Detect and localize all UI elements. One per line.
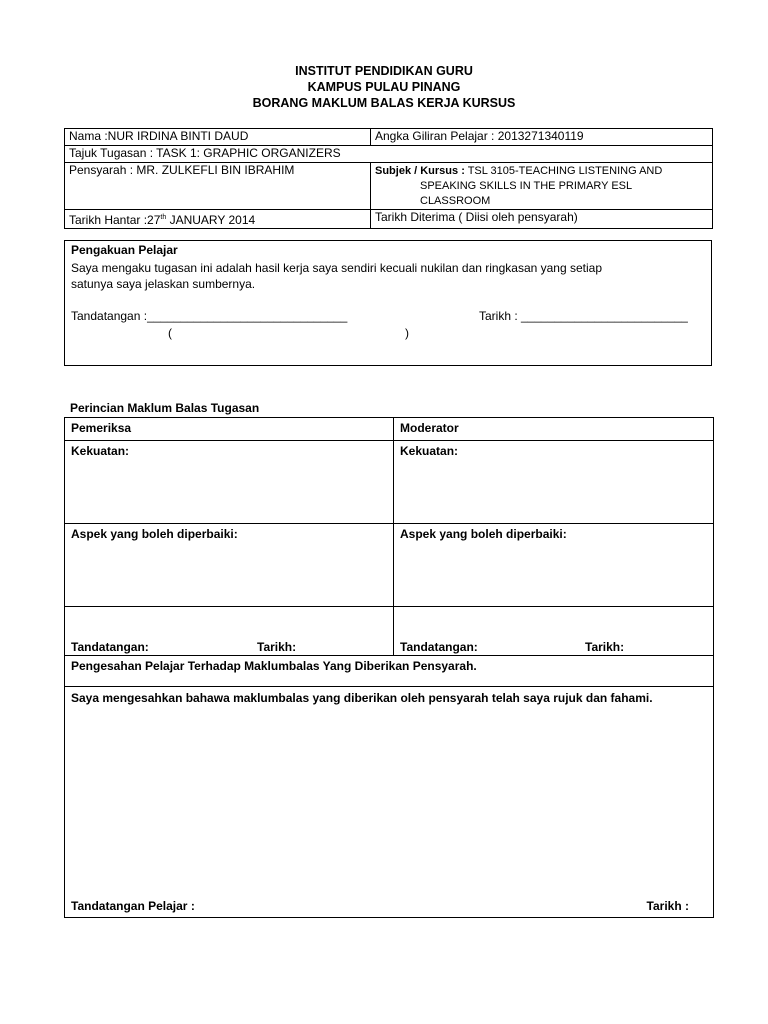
lecturer: Pensyarah : MR. ZULKEFLI BIN IBRAHIM [65, 163, 371, 210]
signature-line: Tandatangan :______________________________ [71, 309, 348, 323]
submission-date-sup: th [160, 214, 167, 221]
subject-line2: SPEAKING SKILLS IN THE PRIMARY ESL [420, 180, 633, 192]
submission-date-suffix: JANUARY 2014 [166, 213, 256, 227]
form-title: BORANG MAKLUM BALAS KERJA KURSUS [252, 96, 516, 110]
pemeriksa-header: Pemeriksa [65, 418, 394, 441]
declaration-title: Pengakuan Pelajar [71, 243, 178, 257]
moderator-tandatangan: Tandatangan: [400, 640, 478, 654]
paren-open: ( [168, 326, 172, 340]
student-date-label: Tarikh : [646, 899, 689, 913]
moderator-sign-cell [394, 607, 714, 656]
subject-line3: CLASSROOM [420, 195, 491, 207]
declaration-text-line1: Saya mengaku tugasan ini adalah hasil kerja saya sendiri kecuali nukilan dan ringkasan yang setiap [71, 261, 602, 275]
pemeriksa-sign-cell [65, 607, 394, 656]
pemeriksa-aspek: Aspek yang boleh diperbaiki: [65, 524, 394, 607]
submission-date [65, 210, 371, 229]
confirmation-cell [65, 687, 714, 918]
feedback-table [64, 417, 714, 918]
moderator-header: Moderator [394, 418, 714, 441]
student-info-table [64, 128, 713, 229]
declaration-box [64, 240, 712, 366]
student-id: Angka Giliran Pelajar : 2013271340119 [371, 129, 713, 146]
received-date: Tarikh Diterima ( Diisi oleh pensyarah) [371, 210, 713, 229]
student-signature-label: Tandatangan Pelajar : [71, 899, 195, 913]
declaration-text-line2: satunya saya jelaskan sumbernya. [71, 277, 256, 291]
pemeriksa-kekuatan: Kekuatan: [65, 441, 394, 524]
moderator-tarikh: Tarikh: [585, 640, 625, 654]
moderator-aspek: Aspek yang boleh diperbaiki: [394, 524, 714, 607]
date-line: Tarikh : _________________________ [479, 309, 688, 323]
pemeriksa-tarikh: Tarikh: [257, 640, 297, 654]
student-name: Nama :NUR IRDINA BINTI DAUD [65, 129, 371, 146]
moderator-kekuatan: Kekuatan: [394, 441, 714, 524]
subject-course [371, 163, 713, 210]
campus-title: KAMPUS PULAU PINANG [307, 80, 461, 94]
assignment-title: Tajuk Tugasan : TASK 1: GRAPHIC ORGANIZERS [65, 146, 713, 163]
subject-label: Subjek / Kursus : [375, 165, 465, 177]
confirmation-text: Saya mengesahkan bahawa maklumbalas yang diberikan oleh pensyarah telah saya rujuk dan fahami. [71, 691, 653, 705]
pengesahan-row: Pengesahan Pelajar Terhadap Maklumbalas Yang Diberikan Pensyarah. [65, 656, 714, 687]
paren-close: ) [405, 326, 409, 340]
submission-date-prefix: Tarikh Hantar :27 [69, 213, 161, 227]
feedback-title: Perincian Maklum Balas Tugasan [70, 401, 260, 415]
institute-title: INSTITUT PENDIDIKAN GURU [295, 64, 473, 78]
pemeriksa-tandatangan: Tandatangan: [71, 640, 149, 654]
subject-line1: TSL 3105-TEACHING LISTENING AND [464, 165, 663, 177]
